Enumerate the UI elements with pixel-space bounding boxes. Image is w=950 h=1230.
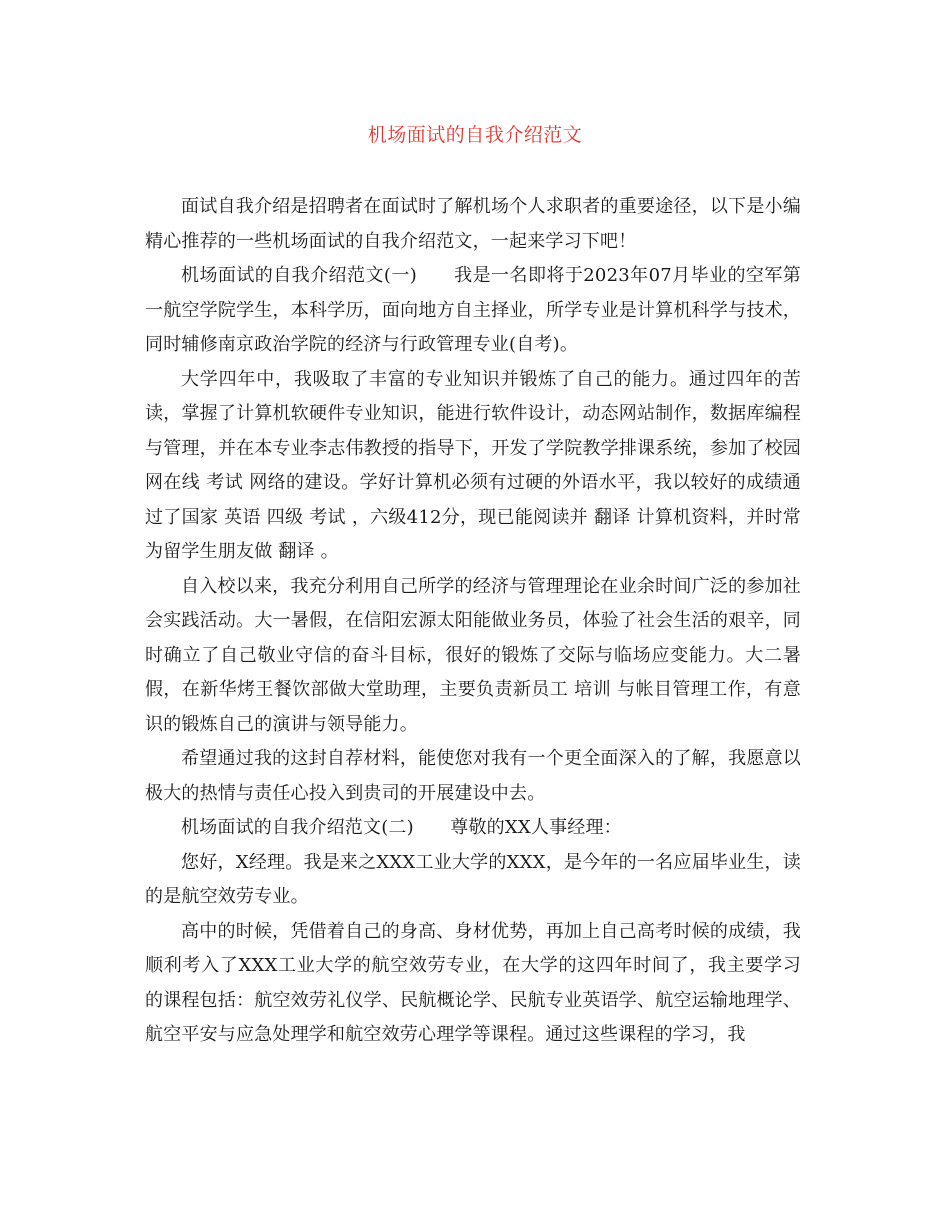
paragraph-sample-one-intro: 机场面试的自我介绍范文(一) 我是一名即将于2023年07月毕业的空军第一航空学院学生，本科学历，面向地方自主择业，所学专业是计算机科学与技术，同时辅修南京政治学院的经济与行政管理专业(自考)。	[145, 265, 801, 355]
paragraph-social-practice: 自入校以来，我充分利用自己所学的经济与管理理论在业余时间广泛的参加社会实践活动。大一暑假，在信阳宏源太阳能做业务员，体验了社会生活的艰辛，同时确立了自己敬业守信的奋斗目标，很好的锻炼了交际与临场应变能力。大二暑假，在新华烤王餐饮部做大堂助理，主要负责新员工 培训 与帐目管理工作，有意识的锻炼自己的演讲与领导能力。	[145, 575, 801, 735]
paragraph-sample-two-heading: 机场面试的自我介绍范文(二) 尊敬的XX人事经理：	[181, 817, 622, 838]
document-title: 机场面试的自我介绍范文	[367, 124, 583, 146]
paragraph-university-study: 大学四年中，我吸取了丰富的专业知识并锻炼了自己的能力。通过四年的苦读，掌握了计算机软硬件专业知识，能进行软件设计，动态网站制作，数据库编程与管理，并在本专业李志伟教授的指导下，开发了学院教学排课系统，参加了校园网在线 考试 网络的建设。学好计算机必须有过硬的外语水平，我以较好的成绩通过了国家 英语 四级 考试 ，六级412分，现已能阅读并 翻译 计算机资料，并时常为留学生朋友做 翻译 。	[145, 368, 801, 562]
paragraph-intro: 面试自我介绍是招聘者在面试时了解机场个人求职者的重要途径，以下是小编精心推荐的一些机场面试的自我介绍范文，一起来学习下吧！	[145, 196, 801, 252]
paragraph-greeting: 您好，X经理。我是来之XXX工业大学的XXX，是今年的一名应届毕业生，读的是航空效劳专业。	[145, 851, 801, 907]
document-body	[145, 190, 801, 1053]
paragraph-closing: 希望通过我的这封自荐材料，能使您对我有一个更全面深入的了解，我愿意以极大的热情与责任心投入到贵司的开展建设中去。	[145, 748, 801, 804]
paragraph-high-school: 高中的时候，凭借着自己的身高、身材优势，再加上自己高考时候的成绩，我顺利考入了XXX工业大学的航空效劳专业，在大学的这四年时间了，我主要学习的课程包括：航空效劳礼仪学、民航概论学、民航专业英语学、航空运输地理学、航空平安与应急处理学和航空效劳心理学等课程。通过这些课程的学习，我	[145, 920, 801, 1045]
